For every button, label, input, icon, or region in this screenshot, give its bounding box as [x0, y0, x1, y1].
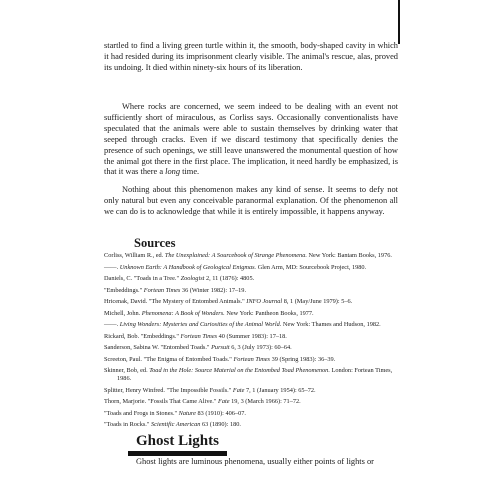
source-publication: 83 (1910): 406–07. — [197, 409, 246, 417]
source-author: Thorn, Marjorie. "Fossils That Came Alive." — [104, 398, 217, 406]
source-author: Splitter, Henry Winfred. "The Impossible Fossils." — [104, 386, 232, 394]
sources-list — [104, 252, 398, 433]
paragraph-text — [104, 102, 398, 178]
source-title: Pursuit — [211, 344, 230, 351]
source-author: Daniels, C. "Toads in a Tree." — [104, 275, 180, 282]
source-publication: 36 (Winter 1982): 17–19. — [181, 286, 247, 294]
source-publication: New York: Bantam Books, 1976. — [308, 252, 392, 259]
source-title: Unknown Earth: A Handbook of Geological Enigmas. — [119, 263, 257, 271]
source-title: Toad in the Hole: Source Material on the Entombed Toad Phenomenon. — [149, 367, 330, 374]
paragraph-end-text: time. — [182, 167, 200, 177]
source-title: Phenomena: A Book of Wonders. — [141, 309, 225, 317]
source-title: The Unexplained: A Sourcebook of Strange Phenomena. — [164, 252, 307, 259]
source-publication: 8, 1 (May/June 1979): 5–6. — [283, 298, 353, 305]
source-entry — [104, 275, 398, 283]
source-title: Living Wonders: Mysteries and Curiosities of the Animal World. — [119, 321, 282, 328]
source-title: Zoologist — [180, 275, 205, 282]
source-author: Hricenak, David. "The Mystery of Entombed Animals." — [104, 298, 245, 305]
body-paragraph-3 — [104, 185, 398, 218]
source-entry — [104, 398, 398, 406]
source-entry — [104, 310, 398, 318]
source-entry — [104, 367, 398, 384]
source-publication: 7, 1 (January 1954): 65–72. — [246, 386, 316, 394]
section-first-line: Ghost lights are luminous phenomena, usually either points of lights or — [136, 457, 374, 466]
source-title: Fate — [232, 386, 245, 394]
source-title: Scientific American — [151, 421, 201, 429]
emphasis-text: long — [165, 167, 181, 177]
source-entry — [104, 287, 398, 295]
heading-rule-bar — [128, 451, 227, 456]
source-publication: 6, 3 (July 1973): 60–64. — [231, 344, 292, 351]
source-author: Skinner, Bob, ed. — [104, 367, 148, 374]
source-publication: 2, 11 (1876): 4805. — [205, 275, 255, 282]
source-publication: 39 (Spring 1983): 36–39. — [271, 355, 336, 363]
source-title: Fortean Times — [180, 332, 218, 340]
paragraph-text: Nothing about this phenomenon makes any kind of sense. It seems to defy not only natural but even any conceivable paranormal explanation. Of the phenomenon all we can do is to acknowledge that while it is entirely impossible, it happens anyway. — [104, 185, 398, 216]
paragraph-main-text: Where rocks are concerned, we seem indeed to be dealing with an event not sufficiently short of miraculous, as Corliss says. Occasionally conventionalists have speculated that the animals were able to sustain themselves by drinking water that seeped through cracks. Even if we discard testimony that specifically denies the presence of such openings, we still leave unanswered the monumental question of how the animal got there in the first place. The implication, it need hardly be emphasized, is that it was there a — [104, 102, 398, 177]
source-title: Fortean Times — [143, 286, 181, 294]
source-author: Rickard, Bob. "Embeddings." — [104, 332, 179, 340]
source-entry — [104, 410, 398, 418]
source-publication: London: Fortean Times, 1986. — [117, 367, 393, 383]
source-publication: 19, 3 (March 1966): 71–72. — [231, 398, 301, 406]
sources-heading: Sources — [134, 236, 176, 250]
source-author: Michell, John. — [104, 309, 141, 317]
page-edge-rule — [398, 0, 400, 44]
source-author: ——. — [104, 263, 119, 271]
body-paragraph-2 — [104, 102, 398, 178]
source-entry — [104, 356, 398, 364]
source-publication: 63 (1890): 180. — [201, 421, 241, 429]
source-title: Nature — [178, 409, 196, 417]
source-entry — [104, 321, 398, 329]
source-author: "Embeddings." — [104, 286, 143, 294]
source-entry — [104, 387, 398, 395]
source-entry — [104, 252, 398, 260]
source-publication: New York: Thames and Hudson, 1982. — [282, 321, 381, 328]
source-entry — [104, 264, 398, 272]
source-author: Sanderson, Sabina W. "Entombed Toads." — [104, 344, 210, 351]
source-title: Fate — [218, 398, 230, 406]
source-entry — [104, 298, 398, 306]
source-entry — [104, 333, 398, 341]
paragraph-text: startled to find a living green turtle within it, the smooth, body-shaped cavity in which it had resided during its imprisonment clearly visible. The animal's rescue, alas, proved its undoing. It died within ninety-six hours of its liberation. — [104, 41, 398, 72]
source-publication: New York: Pantheon Books, 1977. — [226, 309, 314, 317]
source-entry — [104, 344, 398, 352]
source-publication: 40 (Summer 1983): 17–18. — [218, 332, 287, 340]
source-author: Corliss, William R., ed. — [104, 252, 164, 259]
section-heading-ghost-lights: Ghost Lights — [136, 433, 219, 449]
source-publication: Glen Arm, MD: Sourcebook Project, 1980. — [257, 263, 367, 271]
source-author: "Toads and Frogs in Stones." — [104, 409, 178, 417]
source-author: ——. — [104, 321, 119, 328]
body-paragraph-1 — [104, 41, 398, 74]
source-entry — [104, 421, 398, 429]
source-title: Fortean Times — [233, 355, 271, 363]
source-title: INFO Journal — [246, 298, 283, 305]
source-author: "Toads in Rocks." — [104, 421, 150, 429]
source-author: Screeton, Paul. "The Enigma of Entombed Toads." — [104, 355, 232, 363]
